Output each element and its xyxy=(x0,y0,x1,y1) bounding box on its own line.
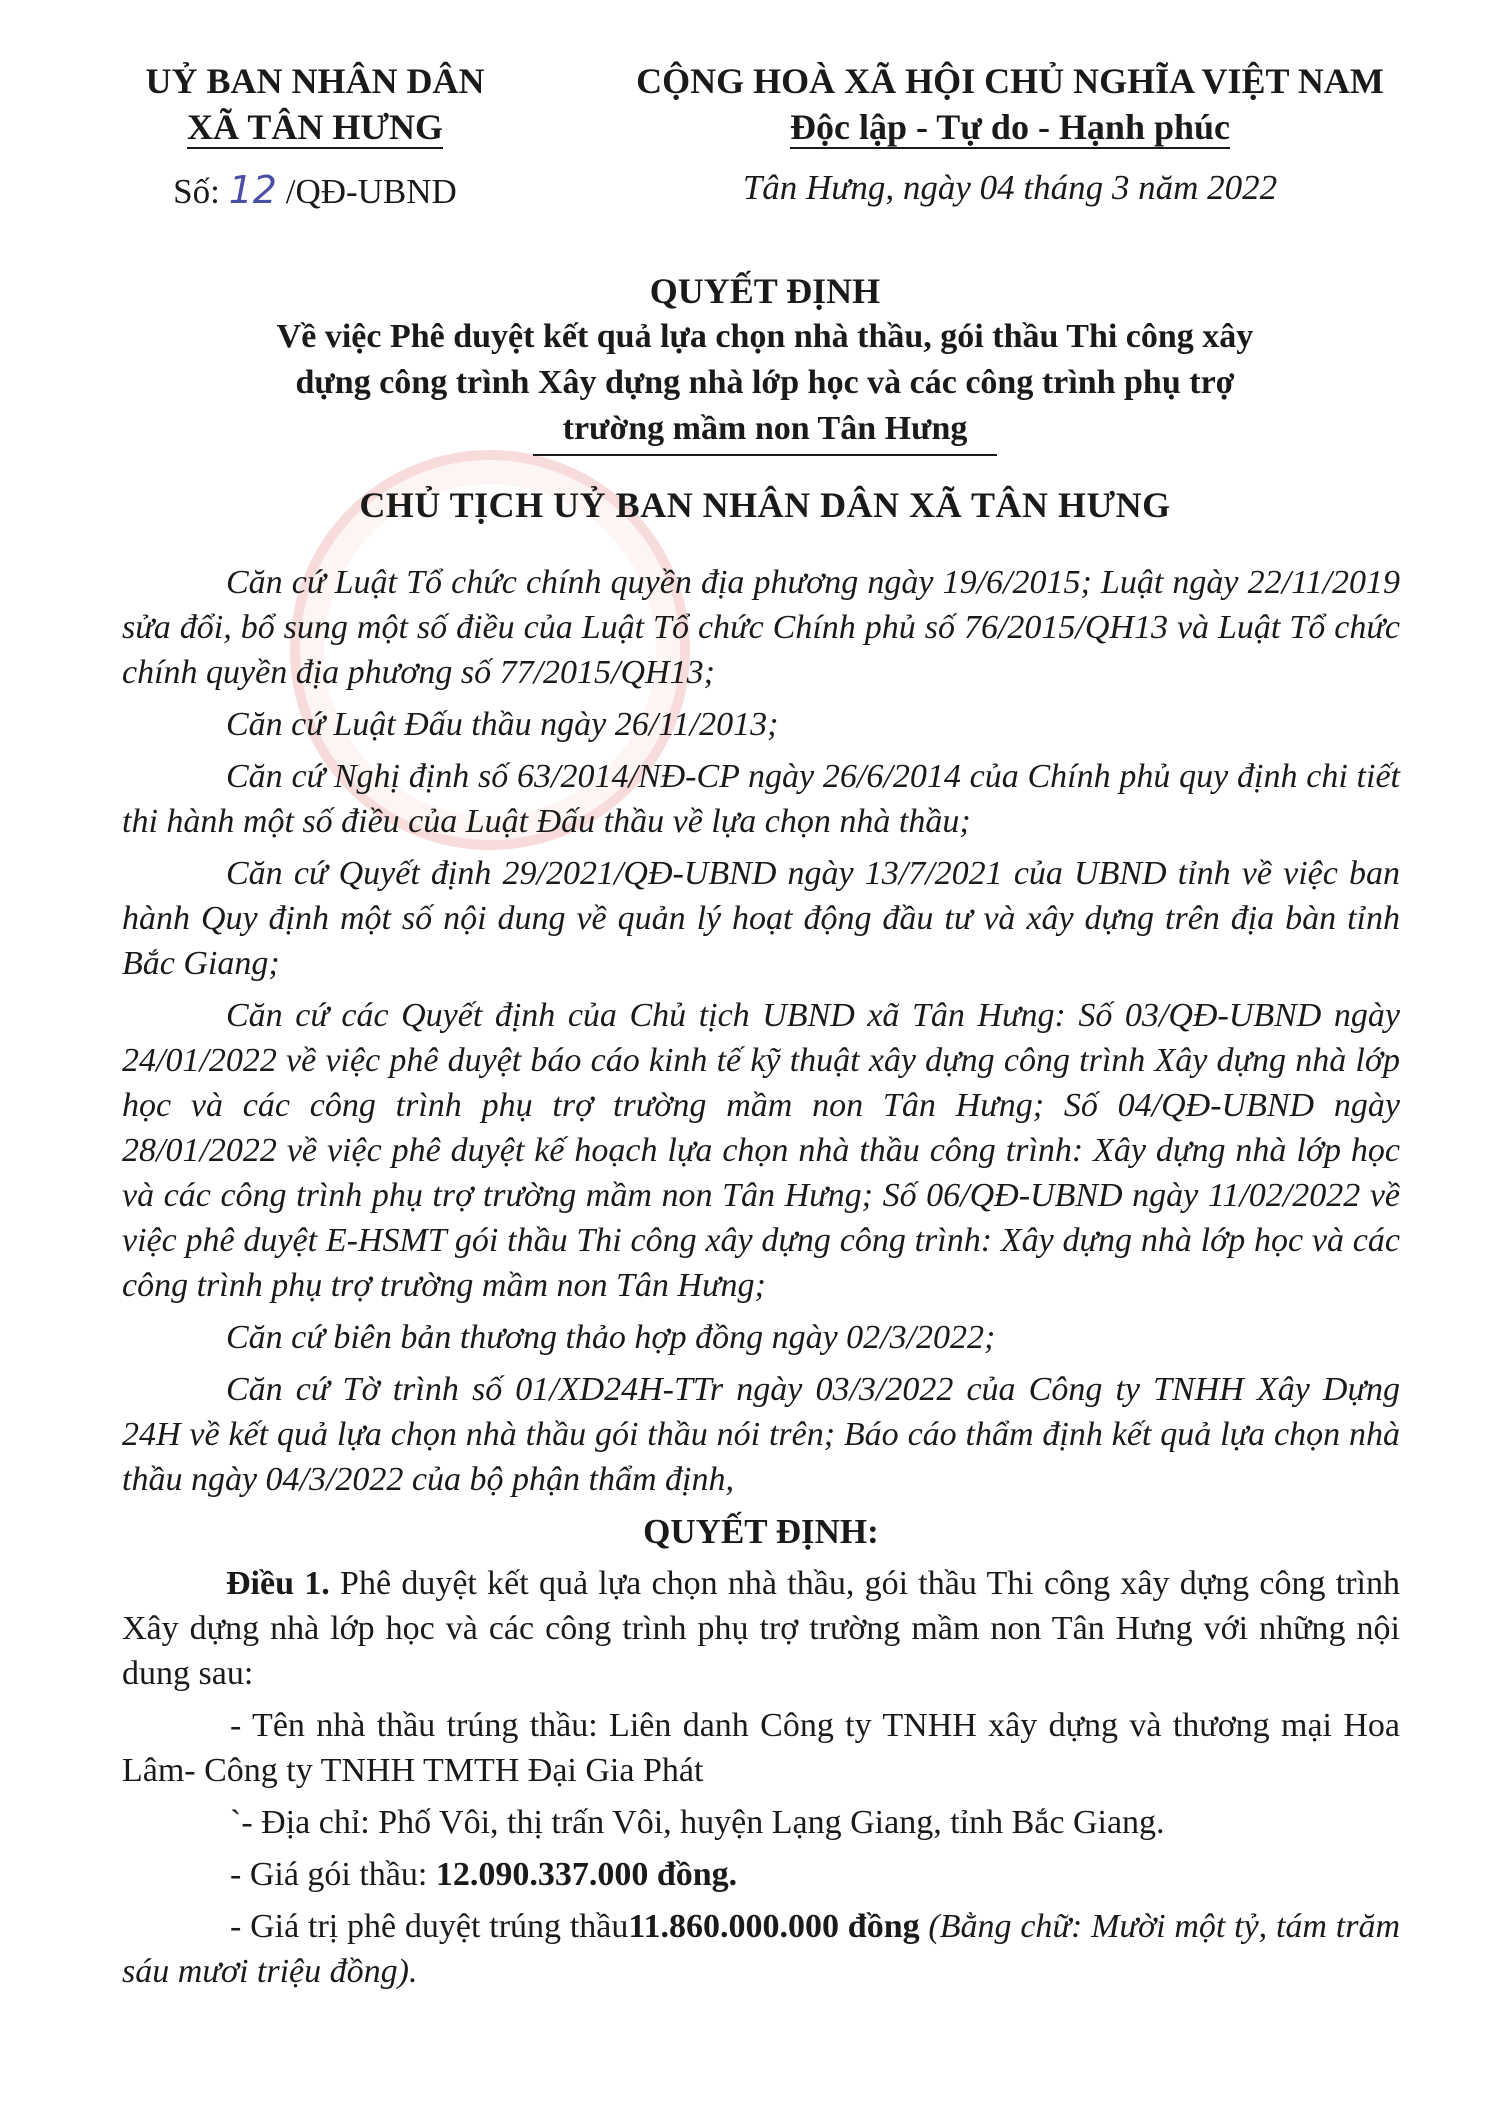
address-item: `- Địa chỉ: Phố Vôi, thị trấn Vôi, huyện Lạng Giang, tỉnh Bắc Giang. xyxy=(230,1804,1165,1841)
subject-line-3: trường mầm non Tân Hưng xyxy=(533,406,998,456)
nation-line-1: CỘNG HOÀ XÃ HỘI CHỦ NGHĨA VIỆT NAM xyxy=(636,61,1384,101)
national-motto xyxy=(620,58,1400,150)
award-value-words: (Bằng chữ: Mười một tỷ, tám trăm sáu mươi triệu đồng). xyxy=(122,1908,1401,1990)
document-number: Số: 12 /QĐ-UBND xyxy=(173,168,457,212)
award-value-item: - Giá trị phê duyệt trúng thầu11.860.000.000 đồng (Bằng chữ: Mười một tỷ, tám trăm sáu mươi triệu đồng). xyxy=(122,1908,1401,1990)
basis-paragraph: Căn cứ Luật Tổ chức chính quyền địa phương ngày 19/6/2015; Luật ngày 22/11/2019 sửa đổi, bổ sung một số điều của Luật Tổ chức Chính phủ số 76/2015/QH13 và Luật Tổ chức chính quyền địa phương số 77/2015/QH13; xyxy=(122,564,1400,691)
article-1 xyxy=(122,1561,1400,1696)
org-line-2: XÃ TÂN HƯNG xyxy=(186,107,443,147)
subject-line-1: Về việc Phê duyệt kết quả lựa chọn nhà thầu, gói thầu Thi công xây xyxy=(276,318,1254,355)
decision-title-block xyxy=(150,268,1380,526)
place-date: Tân Hưng, ngày 04 tháng 3 năm 2022 xyxy=(742,168,1278,207)
authority-heading: CHỦ TỊCH UỶ BAN NHÂN DÂN XÃ TÂN HƯNG xyxy=(359,485,1171,525)
subject-line-2: dựng công trình Xây dựng nhà lớp học và các công trình phụ trợ xyxy=(295,364,1235,401)
basis-paragraph: Căn cứ biên bản thương thảo hợp đồng ngày 02/3/2022; xyxy=(226,1319,996,1356)
decision-body xyxy=(122,560,1400,2001)
basis-paragraph: Căn cứ Luật Đấu thầu ngày 26/11/2013; xyxy=(226,706,779,743)
contractor-item: - Tên nhà thầu trúng thầu: Liên danh Công ty TNHH xây dựng và thương mại Hoa Lâm- Công ty TNHH TMTH Đại Gia Phát xyxy=(122,1707,1400,1789)
issuing-authority xyxy=(130,58,500,150)
package-price-item: - Giá gói thầu: 12.090.337.000 đồng. xyxy=(230,1856,738,1893)
basis-paragraph: Căn cứ các Quyết định của Chủ tịch UBND xã Tân Hưng: Số 03/QĐ-UBND ngày 24/01/2022 về việc phê duyệt báo cáo kinh tế kỹ thuật xây dựng công trình Xây dựng nhà lớp học và các công trình phụ trợ trường mầm non Tân Hưng; Số 04/QĐ-UBND ngày 28/01/2022 về việc phê duyệt kế hoạch lựa chọn nhà thầu công trình: Xây dựng nhà lớp học và các công trình phụ trợ trường mầm non Tân Hưng; Số 06/QĐ-UBND ngày 11/02/2022 về việc phê duyệt E-HSMT gói thầu Thi công xây dựng công trình: Xây dựng nhà lớp học và các công trình phụ trợ trường mầm non Tân Hưng; xyxy=(122,997,1400,1304)
article-1-label: Điều 1. xyxy=(226,1565,330,1602)
handwritten-number: 12 xyxy=(228,168,277,212)
decision-heading: QUYẾT ĐỊNH: xyxy=(643,1512,879,1551)
basis-paragraph: Căn cứ Nghị định số 63/2014/NĐ-CP ngày 26/6/2014 của Chính phủ quy định chi tiết thi hành một số điều của Luật Đấu thầu về lựa chọn nhà thầu; xyxy=(122,758,1400,840)
nation-line-2: Độc lập - Tự do - Hạnh phúc xyxy=(789,107,1231,147)
basis-paragraph: Căn cứ Quyết định 29/2021/QĐ-UBND ngày 13/7/2021 của UBND tỉnh về việc ban hành Quy định một số nội dung về quản lý hoạt động đầu tư và xây dựng trên địa bàn tỉnh Bắc Giang; xyxy=(122,855,1400,982)
basis-paragraph: Căn cứ Tờ trình số 01/XD24H-TTr ngày 03/3/2022 của Công ty TNHH Xây Dựng 24H về kết quả lựa chọn nhà thầu gói thầu nói trên; Báo cáo thẩm định kết quả lựa chọn nhà thầu ngày 04/3/2022 của bộ phận thẩm định, xyxy=(122,1371,1400,1498)
org-line-1: UỶ BAN NHÂN DÂN xyxy=(145,61,485,101)
award-value: 11.860.000.000 đồng xyxy=(628,1908,920,1945)
package-price-value: 12.090.337.000 đồng. xyxy=(435,1856,738,1893)
article-1-text: Phê duyệt kết quả lựa chọn nhà thầu, gói thầu Thi công xây dựng công trình Xây dựng nhà lớp học và các công trình phụ trợ trường mầm non Tân Hưng với những nội dung sau: xyxy=(122,1565,1400,1692)
decision-title: QUYẾT ĐỊNH xyxy=(649,271,881,311)
